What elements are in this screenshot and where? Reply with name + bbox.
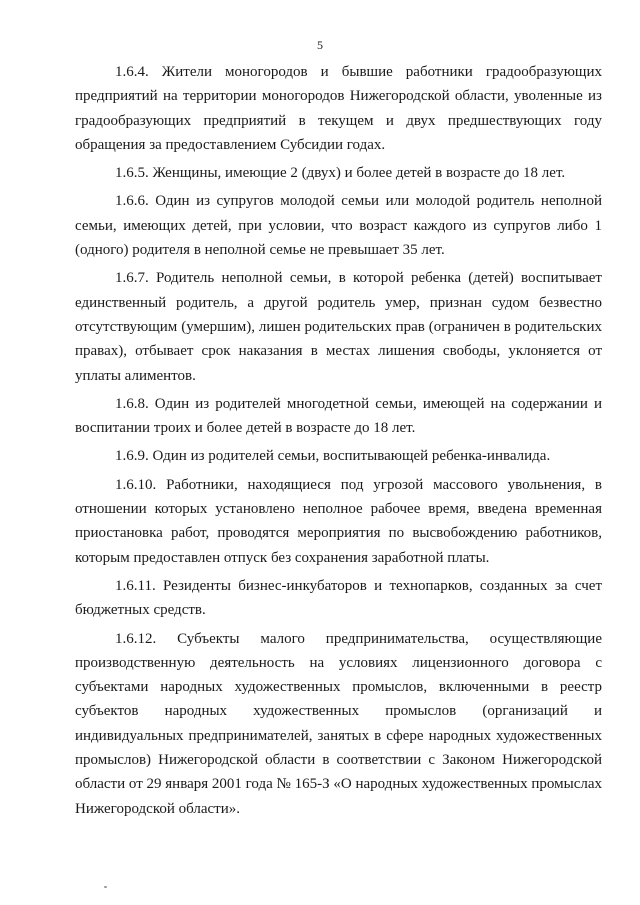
paragraph-1-6-8: 1.6.8. Один из родителей многодетной семьи, имеющей на содержании и воспитании троих и более детей в возрасте до 18 лет. <box>75 395 602 437</box>
paragraph-1-6-5: 1.6.5. Женщины, имеющие 2 (двух) и более детей в возрасте до 18 лет. <box>115 165 566 182</box>
paragraph-1-6-9: 1.6.9. Один из родителей семьи, воспитывающей ребенка-инвалида. <box>115 448 551 465</box>
paragraph-1-6-11: 1.6.11. Резиденты бизнес-инкубаторов и технопарков, созданных за счет бюджетных средств. <box>75 577 602 619</box>
scan-artifact <box>104 886 107 888</box>
paragraph-1-6-6: 1.6.6. Один из супругов молодой семьи или молодой родитель неполной семьи, имеющих детей, при условии, что возраст каждого из супругов либо 1 (одного) родителя в неполной семье не превышает 35 лет. <box>75 193 602 259</box>
paragraph-1-6-12: 1.6.12. Субъекты малого предпринимательства, осуществляющие производственную деятельность на условиях лицензионного договора с субъектами народных художественных промыслов, включенными в реестр субъектов народных художественных промыслов (организаций и индивидуальных предпринимателей, занятых в сфере народных художественных промыслов) Нижегородской области в соответствии с Законом Нижегородской области от 29 января 2001 года № 165-З «О народных художественных промыслах Нижегородской области». <box>75 630 602 817</box>
document-body <box>75 60 602 825</box>
paragraph-1-6-7: 1.6.7. Родитель неполной семьи, в которой ребенка (детей) воспитывает единственный родитель, а другой родитель умер, признан судом безвестно отсутствующим (умершим), лишен родительских прав (ограничен в родительских правах), отбывает срок наказания в местах лишения свободы, уклоняется от уплаты алиментов. <box>75 270 602 384</box>
page-number: 5 <box>317 38 323 52</box>
paragraph-1-6-4: 1.6.4. Жители моногородов и бывшие работники градообразующих предприятий на территории моногородов Нижегородской области, уволенные из градообразующих предприятий в текущем и двух предшествующих году обращения за предоставлением Субсидии годах. <box>75 64 602 153</box>
paragraph-1-6-10: 1.6.10. Работники, находящиеся под угрозой массового увольнения, в отношении которых установлено неполное рабочее время, введена временная приостановка работ, проводятся мероприятия по высвобождению работников, которым предоставлен отпуск без сохранения заработной платы. <box>75 476 602 566</box>
